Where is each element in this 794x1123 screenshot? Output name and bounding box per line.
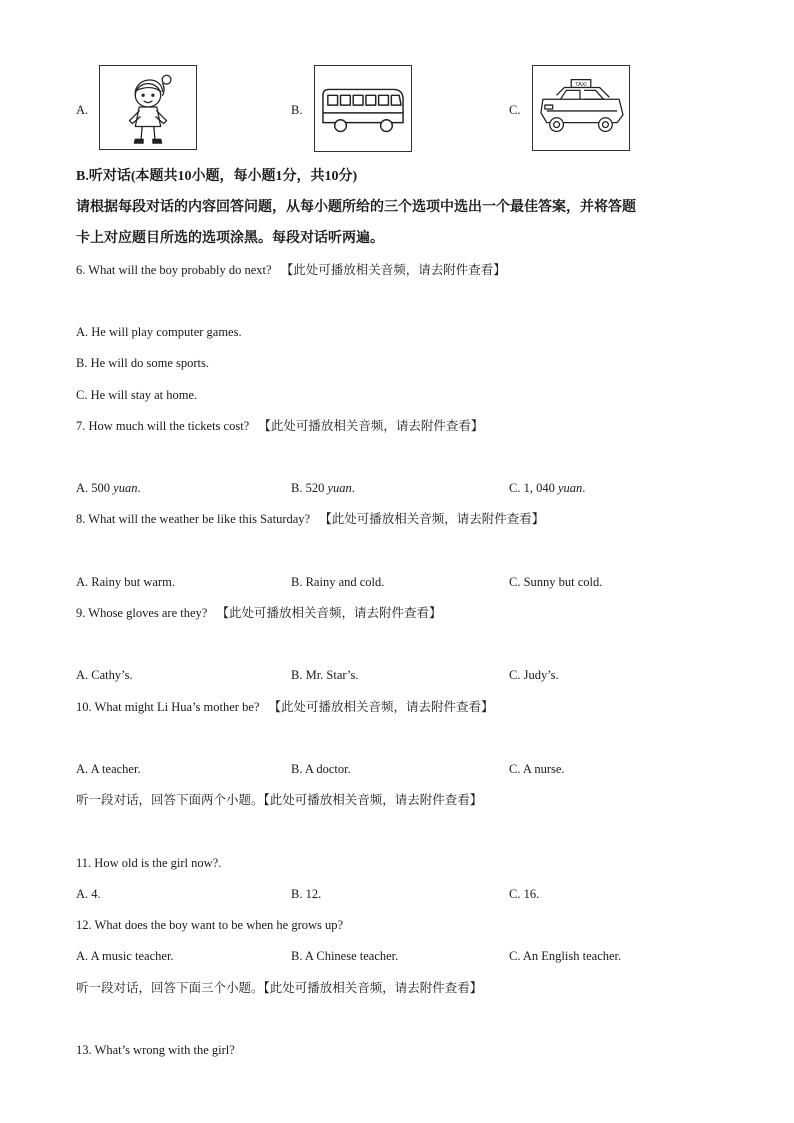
- option-q6-c: C. He will stay at home.: [76, 388, 198, 402]
- option-q12-a: A. A music teacher.: [76, 949, 174, 963]
- question-stem: [76, 511, 544, 527]
- option-q10-a: A. A teacher.: [76, 762, 141, 776]
- option-q9-b: B. Mr. Star’s.: [291, 668, 359, 682]
- group-intro-1: 听一段对话，回答下面两个小题。【此处可播放相关音频，请去附件查看】: [76, 793, 483, 807]
- question-stem: [76, 699, 494, 715]
- audio-note[interactable]: 【此处可播放相关音频，请去附件查看】: [258, 419, 484, 433]
- option-q12-b: B. A Chinese teacher.: [291, 949, 399, 963]
- option-q11-c: C. 16.: [509, 887, 540, 901]
- section-instruction-line-2: 卡上对应题目所选的选项涂黑。每段对话听两遍。: [76, 231, 384, 246]
- question-8-stem: 8. What will the weather be like this Saturday?: [76, 512, 311, 526]
- taxi-sign-text: TAXI: [575, 82, 587, 89]
- option-q10-c: C. A nurse.: [509, 762, 565, 776]
- option-q6-b: B. He will do some sports.: [76, 356, 209, 370]
- question-13-stem: 13. What’s wrong with the girl?: [76, 1043, 235, 1057]
- option-q9-c: C. Judy’s.: [509, 668, 559, 682]
- question-10-stem: 10. What might Li Hua’s mother be?: [76, 700, 260, 714]
- girl-icon: [100, 66, 196, 149]
- bus-picture: [314, 65, 412, 152]
- question-12-stem: 12. What does the boy want to be when he grows up?: [76, 918, 344, 932]
- question-stem: [76, 605, 441, 621]
- question-6-stem: 6. What will the boy probably do next?: [76, 263, 272, 277]
- option-q10-b: B. A doctor.: [291, 762, 351, 776]
- picture-option-b-label: B.: [291, 103, 303, 117]
- option-q7-b: B. 520 yuan.: [291, 481, 355, 495]
- section-heading: B.听对话(本题共10小题，每小题1分，共10分): [76, 169, 358, 184]
- option-q8-c: C. Sunny but cold.: [509, 575, 603, 589]
- option-q7-c: C. 1, 040 yuan.: [509, 481, 586, 495]
- bus-icon: [315, 66, 411, 151]
- option-q11-a: A. 4.: [76, 887, 101, 901]
- option-q7-a: A. 500 yuan.: [76, 481, 141, 495]
- taxi-icon: [533, 66, 629, 150]
- question-9-stem: 9. Whose gloves are they?: [76, 606, 208, 620]
- option-q9-a: A. Cathy’s.: [76, 668, 133, 682]
- question-11-stem: 11. How old is the girl now?.: [76, 856, 222, 870]
- audio-note[interactable]: 【此处可播放相关音频，请去附件查看】: [319, 512, 545, 526]
- audio-note[interactable]: 【此处可播放相关音频，请去附件查看】: [280, 263, 506, 277]
- audio-note[interactable]: 【此处可播放相关音频，请去附件查看】: [268, 700, 494, 714]
- option-q12-c: C. An English teacher.: [509, 949, 622, 963]
- audio-note[interactable]: 【此处可播放相关音频，请去附件查看】: [216, 606, 442, 620]
- group-intro-2: 听一段对话，回答下面三个小题。【此处可播放相关音频，请去附件查看】: [76, 981, 483, 995]
- option-q11-b: B. 12.: [291, 887, 322, 901]
- option-q8-a: A. Rainy but warm.: [76, 575, 175, 589]
- question-7-stem: 7. How much will the tickets cost?: [76, 419, 250, 433]
- option-q6-a: A. He will play computer games.: [76, 325, 242, 339]
- taxi-picture: [532, 65, 630, 151]
- section-instruction-line-1: 请根据每段对话的内容回答问题，从每小题所给的三个选项中选出一个最佳答案，并将答题: [76, 200, 636, 215]
- question-stem: [76, 418, 483, 434]
- picture-option-a-label: A.: [76, 103, 89, 117]
- option-q8-b: B. Rainy and cold.: [291, 575, 385, 589]
- question-stem: [76, 262, 506, 278]
- girl-picture: [99, 65, 197, 150]
- picture-option-c-label: C.: [509, 103, 521, 117]
